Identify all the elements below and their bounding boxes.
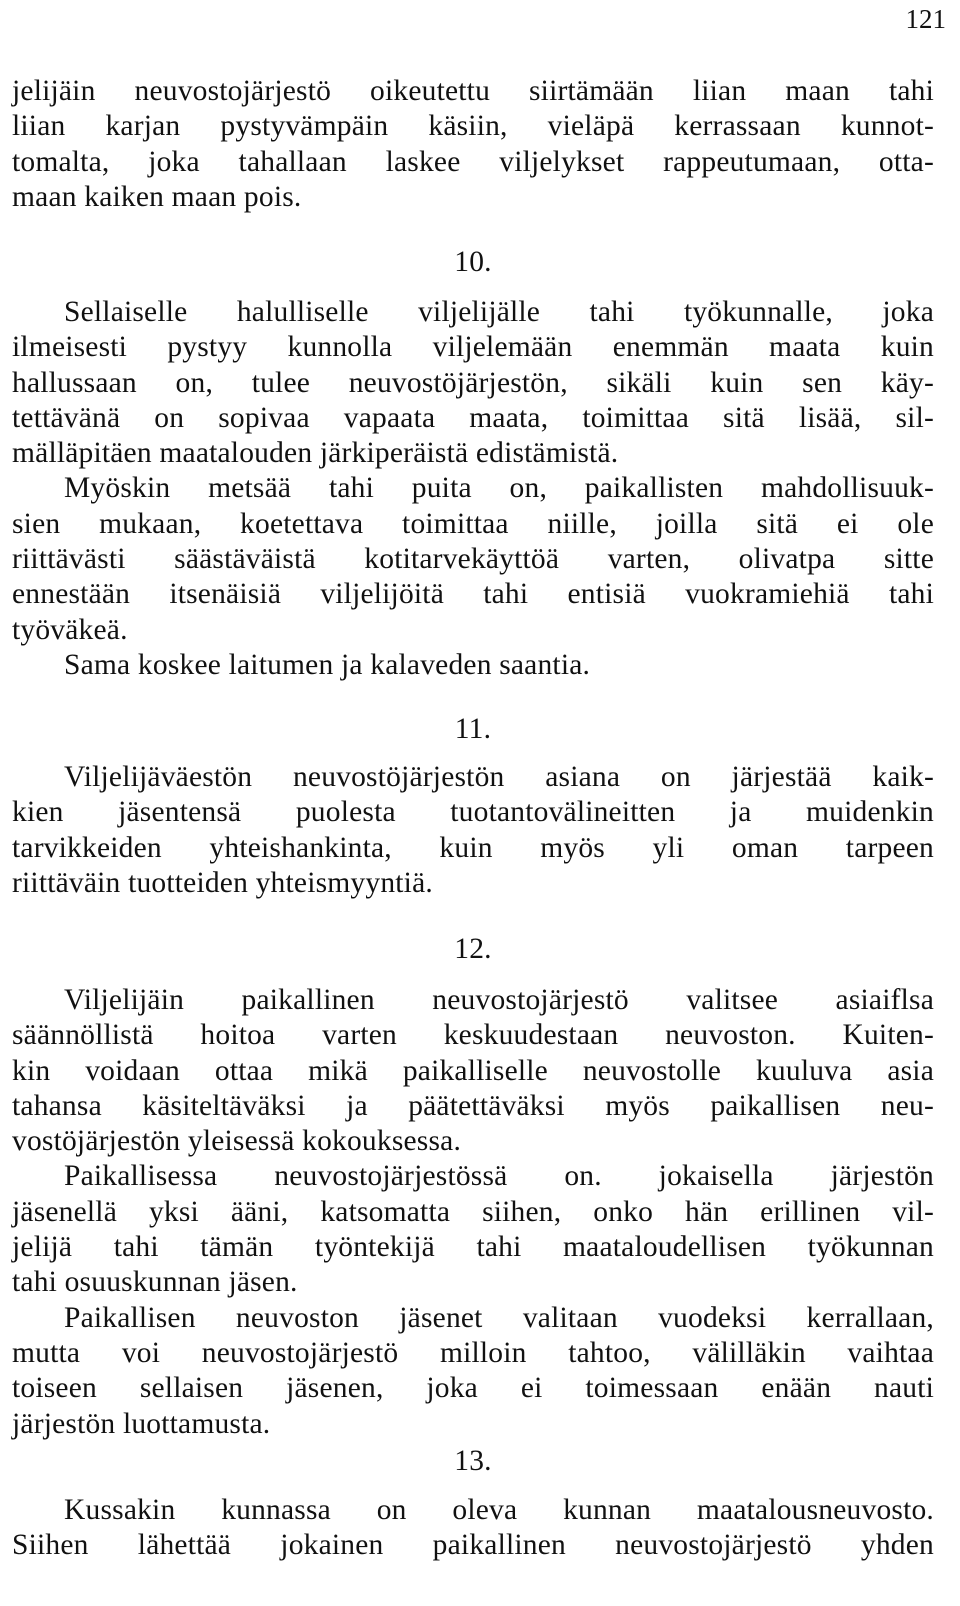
text-line: tettävänä on sopivaa vapaata maata, toimittaa sitä lisää, sil- xyxy=(12,401,934,434)
section-13-body xyxy=(12,1493,934,1564)
section-13 xyxy=(12,1444,934,1479)
text-line: Sellaiselle halulliselle viljelijälle tahi työkunnalle, joka xyxy=(64,296,934,328)
text-line: toiseen sellaisen jäsenen, joka ei toimessaan enään nauti xyxy=(12,1372,934,1405)
text-line: Viljelijäin paikallinen neuvostojärjestö valitsee asiaiflsa xyxy=(64,984,934,1016)
section-heading: 13. xyxy=(454,1445,492,1477)
text-line: Siihen lähettää jokainen paikallinen neuvostojärjestö yhden xyxy=(12,1529,934,1562)
text-line: riittäväin tuotteiden yhteismyyntiä. xyxy=(12,866,433,899)
section-12-body xyxy=(12,983,934,1442)
text-line: kien jäsentensä puolesta tuotantovälineitten ja muidenkin xyxy=(12,796,934,829)
text-line: Paikallisen neuvoston jäsenet valitaan vuodeksi kerrallaan, xyxy=(64,1301,934,1334)
text-line: tomalta, joka tahallaan laskee viljelykset rappeutumaan, otta- xyxy=(12,145,934,178)
section-10-body xyxy=(12,295,934,683)
text-line: järjestön luottamusta. xyxy=(12,1407,271,1440)
text-line: tahansa käsiteltäväksi ja päätettäväksi myös paikallisen neu- xyxy=(12,1089,934,1122)
text-line: mälläpitäen maatalouden järkiperäistä edistämistä. xyxy=(12,437,619,470)
text-line: Myöskin metsää tahi puita on, paikallisten mahdollisuuk- xyxy=(64,472,934,505)
text-line: työväkeä. xyxy=(12,613,128,646)
text-line: Viljelijäväestön neuvostöjärjestön asiana on järjestää kaik- xyxy=(64,761,934,793)
text-line: maan kaiken maan pois. xyxy=(12,180,302,213)
text-line: Paikallisessa neuvostojärjestössä on. jokaisella järjestön xyxy=(64,1160,934,1193)
text-line: riittävästi säästäväistä kotitarvekäyttöä varten, olivatpa sitte xyxy=(12,543,934,576)
text-line: kin voidaan ottaa mikä paikalliselle neuvostolle kuuluva asia xyxy=(12,1054,934,1087)
text-line: sien mukaan, koetettava toimittaa niille, joilla sitä ei ole xyxy=(12,507,934,540)
section-11 xyxy=(12,712,934,747)
text-line: vostöjärjestön yleisessä kokouksessa. xyxy=(12,1125,462,1158)
section-heading: 12. xyxy=(454,933,492,965)
page-number: 121 xyxy=(905,4,946,34)
text-line: mutta voi neuvostojärjestö milloin tahtoo, välilläkin vaihtaa xyxy=(12,1336,934,1369)
text-line: jelijäin neuvostojärjestö oikeutettu siirtämään liian maan tahi xyxy=(12,75,934,107)
text-line: säännöllistä hoitoa varten keskuudestaan neuvoston. Kuiten- xyxy=(12,1019,934,1052)
text-line: Kussakin kunnassa on oleva kunnan maatalousneuvosto. xyxy=(64,1494,934,1526)
text-line: Sama koskee laitumen ja kalaveden saantia. xyxy=(64,648,591,681)
section-heading: 11. xyxy=(454,713,492,745)
section-10 xyxy=(12,245,934,280)
text-line: liian karjan pystyvämpäin käsiin, vieläpä kerrassaan kunnot- xyxy=(12,110,934,143)
text-line: jäsenellä yksi ääni, katsomatta siihen, onko hän erillinen vil- xyxy=(12,1195,934,1228)
text-line: hallussaan on, tulee neuvostöjärjestön, sikäli kuin sen käy- xyxy=(12,366,934,399)
text-line: tarvikkeiden yhteishankinta, kuin myös yli oman tarpeen xyxy=(12,831,934,864)
text-line: tahi osuuskunnan jäsen. xyxy=(12,1266,298,1299)
section-12 xyxy=(12,932,934,967)
text-line: ennestään itsenäisiä viljelijöitä tahi entisiä vuokramiehiä tahi xyxy=(12,578,934,611)
text-line: jelijä tahi tämän työntekijä tahi maataloudellisen työkunnan xyxy=(12,1231,934,1264)
section-11-body xyxy=(12,760,934,901)
text-line: ilmeisesti pystyy kunnolla viljelemään enemmän maata kuin xyxy=(12,331,934,364)
section-heading: 10. xyxy=(454,246,492,278)
paragraph-continuation xyxy=(12,74,934,215)
